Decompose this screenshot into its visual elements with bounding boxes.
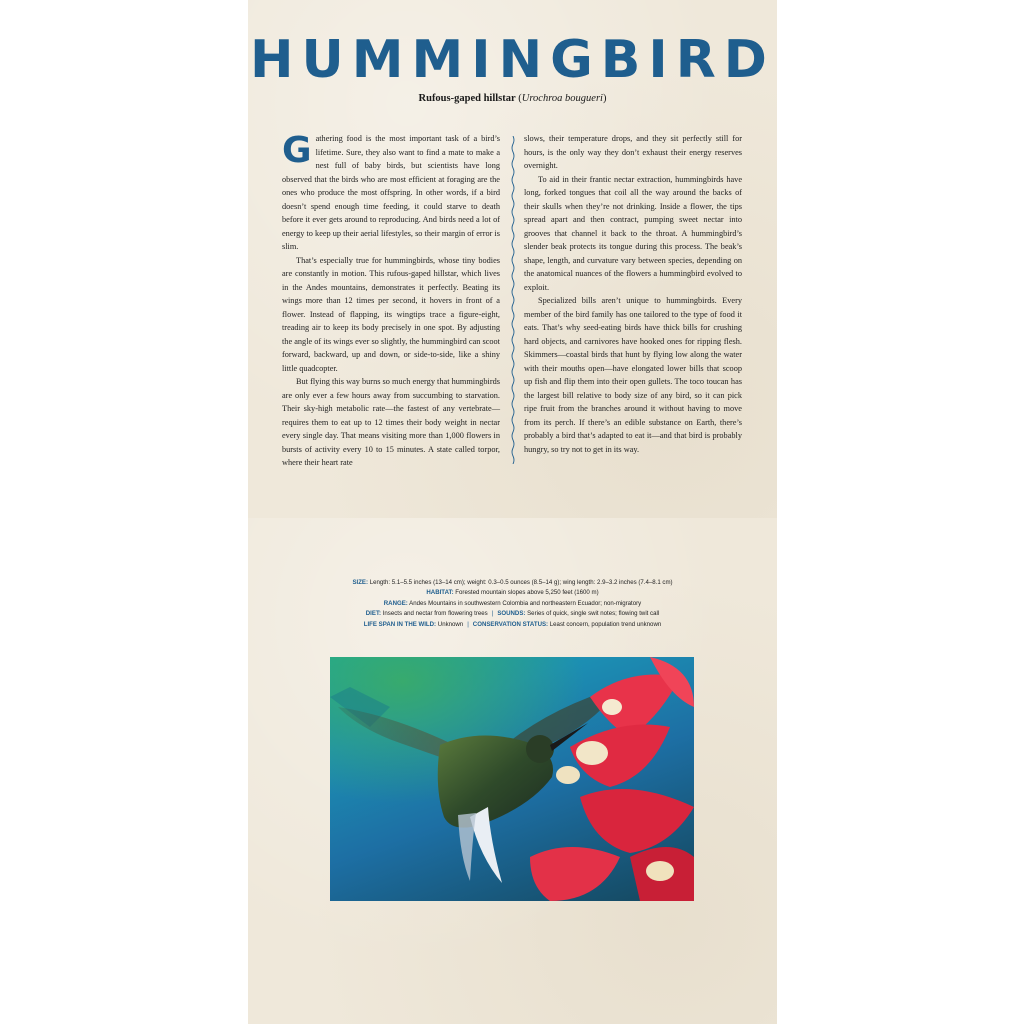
size-value: Length: 5.1–5.5 inches (13–14 cm); weight: 0.3–0.5 ounces (8.5–14 g); wing length: 2.9–3.2 inches (7.4–8.1 cm) bbox=[368, 579, 673, 586]
conservation-label: CONSERVATION STATUS: bbox=[472, 620, 549, 628]
page-bottom bbox=[248, 518, 777, 1024]
paragraph-text: athering food is the most important task of a bird’s lifetime. Sure, they also want to find a mate to make a nest full of baby birds, but scientists have long observed that the birds who are most efficient at foraging are the ones who produce the most offspring. In other words, if a bird doesn’t spend enough time feeding, it could starve to death before it ever gets around to reproducing. And birds need a lot of energy to keep up their aerial lifestyles, so their margin of error is slim. bbox=[282, 134, 500, 251]
sounds-label: SOUNDS: bbox=[497, 610, 526, 618]
scientific-name: Urochroa bougueri bbox=[521, 93, 603, 104]
facts-line-lifespan-status bbox=[248, 620, 777, 630]
lifespan-value: Unknown bbox=[436, 620, 464, 628]
common-name: Rufous-gaped hillstar bbox=[418, 93, 516, 104]
paragraph: To aid in their frantic nectar extraction, hummingbirds have long, forked tongues that coil all the way around the backs of their skulls when they’re not drinking. Inside a flower, the tips spread apart and then contract, pumping sweet nectar into grooves that channel it back to the throat. A hummingbird’s slender beak protects its tongue during this process. The beak’s shape, length, and curvature vary between species, depending on the anatomical nuances of the flowers a hummingbird evolved to exploit. bbox=[524, 174, 742, 292]
hummingbird-illustration bbox=[330, 657, 694, 901]
size-label: SIZE: bbox=[352, 579, 369, 586]
habitat-label: HABITAT: bbox=[426, 589, 454, 597]
text-column-left bbox=[282, 132, 500, 470]
range-value: Andes Mountains in southwestern Colombia and northeastern Ecuador; non-migratory bbox=[407, 599, 642, 607]
range-label: RANGE: bbox=[383, 599, 408, 607]
drop-cap: G bbox=[282, 130, 312, 171]
paragraph: But flying this way burns so much energy that hummingbirds are only ever a few hours away from succumbing to starvation. Their sky-high metabolic rate—the fastest of any vertebrate—requires them to eat up to 12 times their body weight in nectar every single day. That means visiting more than 1,000 flowers in bursts of activity every 10 to 15 minutes. A state called torpor, where their heart rate bbox=[282, 377, 500, 467]
paragraph bbox=[282, 132, 500, 254]
facts-line-diet-sounds bbox=[248, 609, 777, 619]
page-title: HUMMINGBIRD bbox=[250, 30, 775, 90]
habitat-value: Forested mountain slopes above 5,250 feet (1600 m) bbox=[453, 589, 599, 597]
column-divider bbox=[511, 136, 515, 464]
facts-line-habitat bbox=[248, 588, 777, 598]
sounds-value: Series of quick, single swit notes; flowing twit call bbox=[525, 610, 660, 618]
open-paren: ( bbox=[515, 93, 522, 104]
hummingbird-photo bbox=[330, 657, 694, 901]
separator: | bbox=[467, 620, 469, 628]
paragraph: Specialized bills aren’t unique to hummingbirds. Every member of the bird family has one tailored to the type of food it eats. That’s why seed-eating birds have thick bills for crushing hard objects, and carnivores have hooked ones for ripping flesh. Skimmers—coastal birds that hunt by flying low along the water with their mouths open—have elongated lower bills that scoop up fish and flip them into their open gullets. The toco toucan has the largest bill relative to body size of any bird, so it can pick ripe fruit from the branches around it without having to move from its perch. If there’s an edible substance on Earth, there’s probably a bird that’s adapted to eat it—and that bird is probably hungry, so try not to get in its way. bbox=[524, 296, 742, 454]
species-subtitle bbox=[248, 93, 777, 104]
bird-head bbox=[526, 735, 554, 763]
lifespan-label: LIFE SPAN IN THE WILD: bbox=[363, 620, 437, 628]
paragraph: slows, their temperature drops, and they sit perfectly still for hours, is the only way they don’t exhaust their energy reserves overnight. bbox=[524, 134, 742, 170]
paragraph: That’s especially true for hummingbirds, whose tiny bodies are constantly in motion. This rufous-gaped hillstar, which lives in the Andes mountains, demonstrates it perfectly. Beating its wings more than 12 times per second, it hovers in front of a flower. Instead of flapping, its wingtips trace a figure-eight, treading air to keep its body precisely in one spot. By adjusting the angle of its wings ever so slightly, the hummingbird can scoot forward, backward, up and down, or side-to-side, like a shiny little quadcopter. bbox=[282, 255, 500, 373]
facts-line-size bbox=[248, 578, 777, 588]
separator: | bbox=[491, 610, 494, 618]
species-facts bbox=[248, 578, 777, 630]
close-paren: ) bbox=[602, 93, 607, 104]
page-top bbox=[248, 0, 777, 518]
diet-label: DIET: bbox=[365, 610, 382, 618]
text-column-right bbox=[524, 132, 742, 456]
diet-value: Insects and nectar from flowering trees bbox=[381, 610, 488, 618]
facts-line-range bbox=[248, 599, 777, 609]
conservation-value: Least concern, population trend unknown bbox=[548, 620, 662, 628]
